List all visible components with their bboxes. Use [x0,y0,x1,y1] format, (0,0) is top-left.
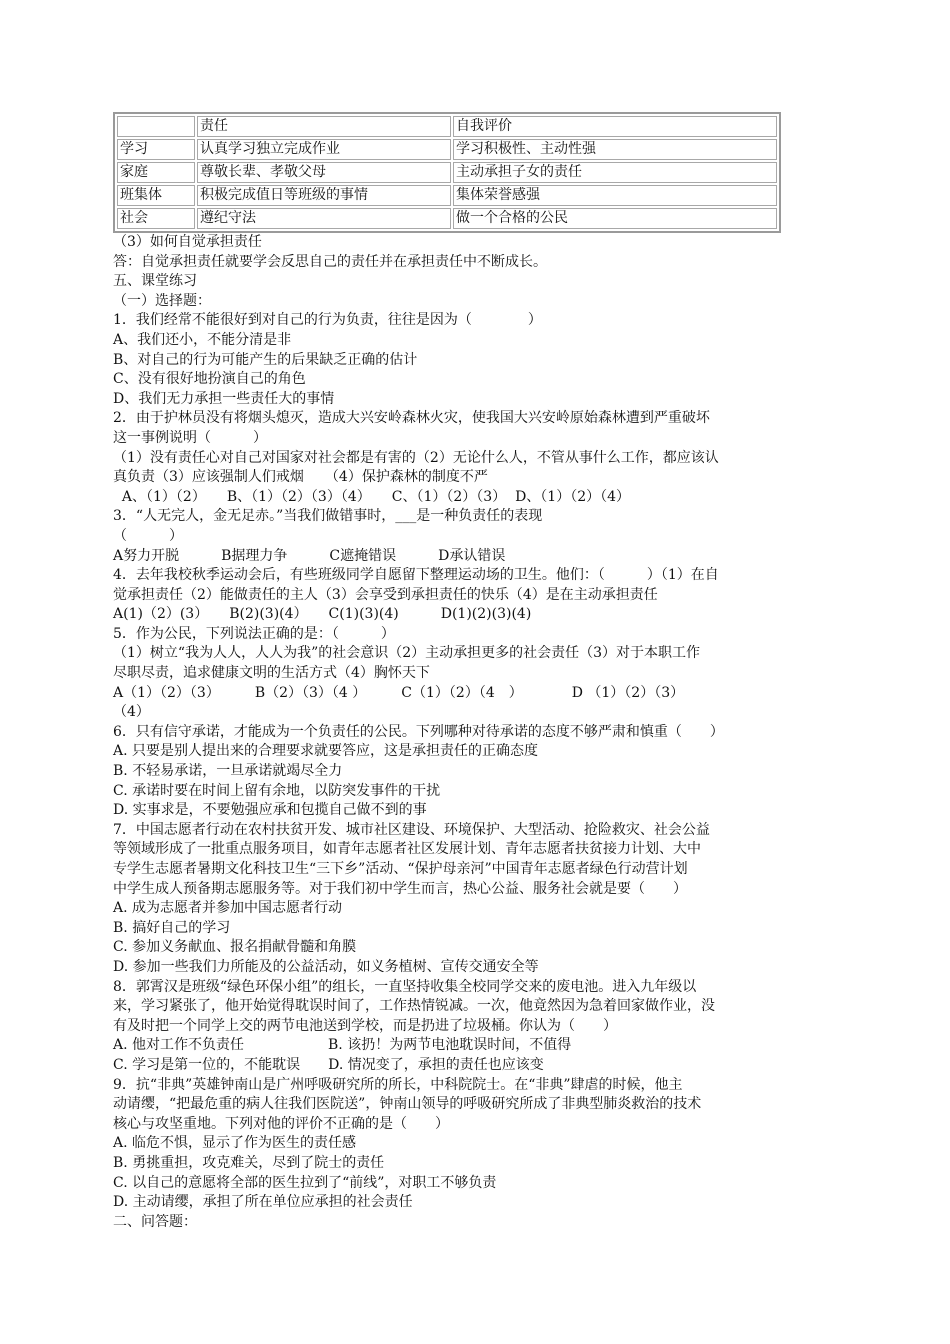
question-2: 2．由于护林员没有将烟头熄灭，造成大兴安岭森林火灾，使我国大兴安岭原始森林遭到严重破坏 [113,410,710,427]
option-line: C、没有很好地扮演自己的角色 [113,371,306,388]
section-heading: （一）选择题： [113,292,211,309]
option-line: A. 他对工作不负责任 B. 该扔！为两节电池耽误时间，不值得 [113,1037,572,1054]
option-line: A. 只要是别人提出来的合理要求就要答应，这是承担责任的正确态度 [113,743,539,760]
question-8: 8．郭霄汉是班级“绿色环保小组”的组长，一直坚持收集全校同学交来的废电池。进入九年级以 [113,978,697,995]
option-line: B. 搞好自己的学习 [113,919,231,936]
text-line: 来，学习紧张了，他开始觉得耽误时间了，工作热情锐减。一次，他竟然因为急着回家做作业，没 [113,998,715,1015]
responsibility-table [113,112,781,233]
document-body [113,233,841,1232]
text-line: 专学生志愿者暑期文化科技卫生“三下乡”活动、“保护母亲河”中国青年志愿者绿色行动营计划 [113,861,688,877]
option-line: B. 勇挑重担，攻克难关，尽到了院士的责任 [113,1154,385,1171]
text-line: （ ） [113,527,183,544]
table-cell: 班集体 [117,185,195,206]
table-cell: 集体荣誉感强 [453,185,777,206]
table-cell [117,116,195,137]
option-line: C. 参加义务献血、报名捐献骨髓和角膜 [113,939,357,956]
option-line: （4） [113,704,150,721]
option-line: A(1)（2）(3） B(2)(3)(4） C(1)(3)(4) D(1)(2)(3)(4) [113,606,532,623]
text-line: 答：自觉承担责任就要学会反思自己的责任并在承担责任中不断成长。 [113,253,547,270]
question-5: 5．作为公民，下列说法正确的是：（ ） [113,625,395,642]
table-cell: 做一个合格的公民 [453,208,777,229]
text-line: 有及时把一个同学上交的两节电池送到学校，而是扔进了垃圾桶。你认为（ ） [113,1017,617,1034]
table-cell: 学习 [117,139,195,160]
option-line: D、我们无力承担一些责任大的事情 [113,390,335,407]
table-row [117,208,777,229]
option-line: B、对自己的行为可能产生的后果缺乏正确的估计 [113,351,418,368]
text-line: 尽职尽责，追求健康文明的生活方式（4）胸怀天下 [113,665,430,682]
option-line: A、我们还小，不能分清是非 [113,331,292,348]
option-line: D. 参加一些我们力所能及的公益活动，如义务植树、宣传交通安全等 [113,958,539,975]
question-4: 4．去年我校秋季运动会后，有些班级同学自愿留下整理运动场的卫生。他们：（ ）（1）在自 [113,567,719,584]
table-cell: 认真学习独立完成作业 [197,139,451,160]
section-heading: 五、课堂练习 [113,273,197,290]
table-cell: 主动承担子女的责任 [453,162,777,183]
option-line: A努力开脱 B据理力争 C遮掩错误 D承认错误 [113,547,506,564]
section-heading: 二、问答题： [113,1213,197,1230]
table-cell: 自我评价 [453,116,777,137]
table-cell: 家庭 [117,162,195,183]
text-line: 这一事例说明（ ） [113,429,267,446]
table-cell: 社会 [117,208,195,229]
option-line: C. 以自己的意愿将全部的医生拉到了“前线”，对职工不够负责 [113,1174,497,1191]
table-row [117,139,777,160]
question-9: 9．抗“非典”英雄钟南山是广州呼吸研究所的所长，中科院院士。在“非典”肆虐的时候，他主 [113,1076,683,1093]
document-page [113,112,841,1232]
option-line: A. 成为志愿者并参加中国志愿者行动 [113,900,343,917]
text-line: 动请缨，“把最危重的病人往我们医院送”，钟南山领导的呼吸研究所成了非典型肺炎救治的技术 [113,1096,702,1113]
option-line: A. 临危不惧，显示了作为医生的责任感 [113,1135,357,1152]
text-line: 等领域形成了一批重点服务项目，如青年志愿者社区发展计划、青年志愿者扶贫接力计划、大中 [113,841,701,858]
option-line: A（1）（2）（3） B（2）（3）（4 ） C（1）（2）（4 ） D （1）（2）（3） [113,684,685,701]
question-7: 7．中国志愿者行动在农村扶贫开发、城市社区建设、环境保护、大型活动、抢险救灾、社会公益 [113,821,710,838]
text-line: 核心与攻坚重地。下列对他的评价不正确的是（ ） [113,1115,449,1132]
text-line: （1）树立“我为人人，人人为我”的社会意识（2）主动承担更多的社会责任（3）对于本职工作 [113,645,701,662]
text-line: （3）如何自觉承担责任 [113,234,262,250]
table-row [117,185,777,206]
table-header-row [117,116,777,137]
table-cell: 责任 [197,116,451,137]
option-line: C. 承诺时要在时间上留有余地，以防突发事件的干扰 [113,782,441,799]
option-line: B. 不轻易承诺，一旦承诺就竭尽全力 [113,763,343,780]
table-cell: 学习积极性、主动性强 [453,139,777,160]
question-6: 6．只有信守承诺，才能成为一个负责任的公民。下列哪种对待承诺的态度不够严肃和慎重（ ） [113,723,724,740]
question-1: 1．我们经常不能很好到对自己的行为负责，往往是因为（ ） [113,312,542,329]
text-line: 觉承担责任（2）能做责任的主人（3）会享受到承担责任的快乐（4）是在主动承担责任 [113,586,658,603]
table-cell: 积极完成值日等班级的事情 [197,185,451,206]
table-cell: 尊敬长辈、孝敬父母 [197,162,451,183]
option-line: D. 主动请缨，承担了所在单位应承担的社会责任 [113,1194,413,1211]
option-line: C. 学习是第一位的，不能耽误 D. 情况变了，承担的责任也应该变 [113,1056,544,1073]
table-row [117,162,777,183]
option-line: A、（1）（2） B、（1）（2）（3）（4） C、（1）（2）（3） D、（1）（2）（4） [113,488,631,505]
question-3: 3．“人无完人，金无足赤。”当我们做错事时，___是一种负责任的表现 [113,508,543,525]
text-line: （1）没有责任心对自己对国家对社会都是有害的（2）无论什么人，不管从事什么工作，都应该认 [113,449,719,466]
text-line: 中学生成人预备期志愿服务等。对于我们初中学生而言，热心公益、服务社会就是要（ ） [113,880,687,897]
option-line: D. 实事求是，不要勉强应承和包揽自己做不到的事 [113,802,427,819]
text-line: 真负责（3）应该强制人们戒烟 （4）保护森林的制度不严 [113,469,488,486]
table-cell: 遵纪守法 [197,208,451,229]
